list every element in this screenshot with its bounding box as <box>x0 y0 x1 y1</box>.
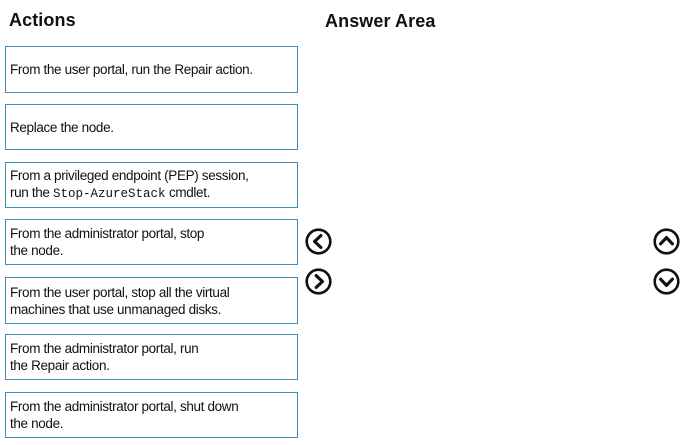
action-item-label: From the user portal, run the Repair action. <box>10 62 253 77</box>
action-item-admin-shutdown-node[interactable] <box>5 392 298 438</box>
chevron-right-circle-icon <box>305 268 332 295</box>
action-item-replace-node[interactable] <box>5 104 298 150</box>
answer-area-heading: Answer Area <box>325 11 436 31</box>
action-item-label <box>10 284 229 318</box>
actions-heading: Actions <box>9 10 76 30</box>
action-item-line: From the administrator portal, shut down <box>10 399 239 414</box>
action-item-label <box>10 167 249 203</box>
chevron-down-circle-icon <box>653 268 680 295</box>
action-item-line-prefix: run the <box>10 185 50 200</box>
action-item-line: From a privileged endpoint (PEP) session, <box>10 168 249 183</box>
action-item-pep-stop-azurestack[interactable] <box>5 162 298 208</box>
action-item-line: From the administrator portal, stop <box>10 226 205 241</box>
action-item-line: From the administrator portal, run <box>10 341 199 356</box>
action-item-line: machines that use unmanaged disks. <box>10 301 221 317</box>
chevron-left-circle-icon <box>305 228 332 255</box>
action-item-admin-stop-node[interactable] <box>5 219 298 265</box>
action-item-line: From the user portal, stop all the virtual <box>10 284 230 300</box>
action-item-line: the node. <box>10 243 64 258</box>
move-right-button[interactable] <box>305 268 332 295</box>
action-item-label <box>10 225 204 259</box>
action-item-label: Replace the node. <box>10 119 114 135</box>
action-item-label <box>10 398 238 432</box>
action-item-user-portal-repair[interactable] <box>5 46 298 93</box>
cmdlet-code: Stop-AzureStack <box>53 187 166 201</box>
action-item-user-stop-vms[interactable] <box>5 277 298 324</box>
action-item-admin-repair[interactable] <box>5 334 298 380</box>
move-left-button[interactable] <box>305 228 332 255</box>
action-item-label <box>10 340 198 374</box>
action-item-line-suffix: cmdlet. <box>168 185 211 200</box>
move-down-button[interactable] <box>653 268 680 295</box>
action-item-line: the node. <box>10 416 64 431</box>
move-up-button[interactable] <box>653 228 680 255</box>
chevron-up-circle-icon <box>653 228 680 255</box>
action-item-line: the Repair action. <box>10 358 110 373</box>
